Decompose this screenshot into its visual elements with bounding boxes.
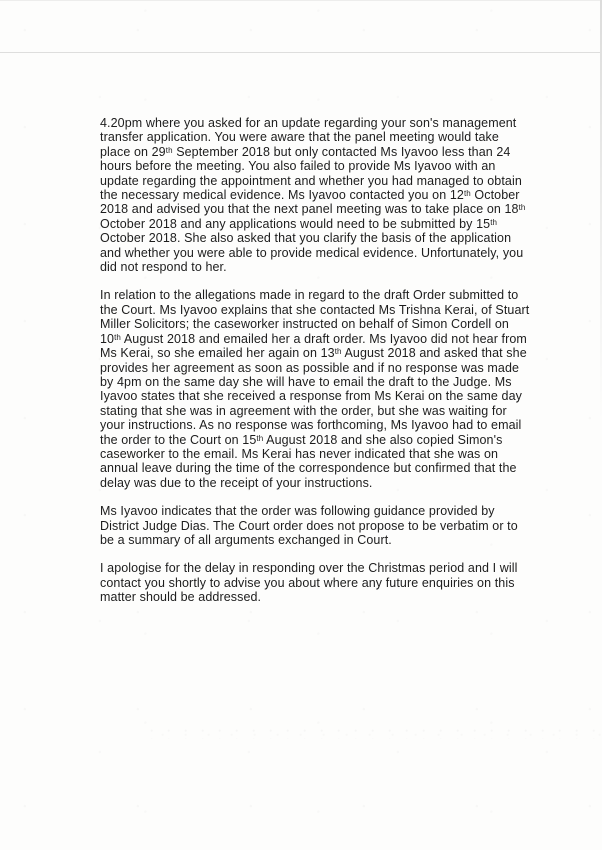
scan-fold-line-artifact <box>0 52 602 53</box>
letter-body <box>100 116 531 619</box>
ordinal-superscript: th <box>490 217 498 227</box>
ordinal-superscript: th <box>334 347 342 357</box>
ordinal-superscript: th <box>256 433 264 443</box>
letter-paragraph-4: I apologise for the delay in responding over the Christmas period and I will contact you shortly to advise you about where any future enquiries on this matter should be addressed. <box>100 561 518 605</box>
ordinal-superscript: th <box>463 189 471 198</box>
scan-noise-artifact <box>150 727 602 739</box>
ordinal-superscript: th <box>114 332 121 342</box>
scan-edge-artifact-top <box>0 0 602 1</box>
letter-paragraph-2: In relation to the allegations made in regard to the draft Order submitted to the Court. Ms Iyavoo explains that she contacted Ms Trishna Kerai, of Stuart Miller Solicitors; the caseworker instructed on behalf of Simon Cordell on 10th August 2018 and emailed her a draft order. Ms Iyavoo did not hear from Ms Kerai, so she emailed her again on 13th August 2018 and asked that she provides her agreement as soon as possible and if no response was made by 4pm on the same day she will have to email the draft to the Judge. Ms Iyavoo states that she received a response from Ms Kerai on the same day stating that she was in agreement with the order, but she was waiting for your instructions. As no response was forthcoming, Ms Iyavoo had to email the order to the Court on 15th August 2018 and she also copied Simon's caseworker to the email. Ms Kerai has never indicated that she was on annual leave during the time of the correspondence but confirmed that the delay was due to the receipt of your instructions. <box>100 288 530 490</box>
letter-paragraph-3: Ms Iyavoo indicates that the order was following guidance provided by District Judge Dias. The Court order does not propose to be verbatim or to be a summary of all arguments exchanged in Court. <box>100 504 518 547</box>
ordinal-superscript: th <box>518 203 526 213</box>
letter-paragraph-1: 4.20pm where you asked for an update regarding your son's management transfer application. You were aware that the panel meeting would take place on 29th September 2018 but only contacted Ms Iyavoo less than 24 hours before the meeting. You also failed to provide Ms Iyavoo with an update regarding the appointment and whether you had managed to obtain the necessary medical evidence. Ms Iyavoo contacted you on 12th October 2018 and advised you that the next panel meeting was to take place on 18th October 2018 and any applications would need to be submitted by 15th October 2018. She also asked that you clarify the basis of the application and whether you were able to provide medical evidence. Unfortunately, you did not respond to her. <box>100 116 526 275</box>
ordinal-superscript: th <box>165 145 173 155</box>
